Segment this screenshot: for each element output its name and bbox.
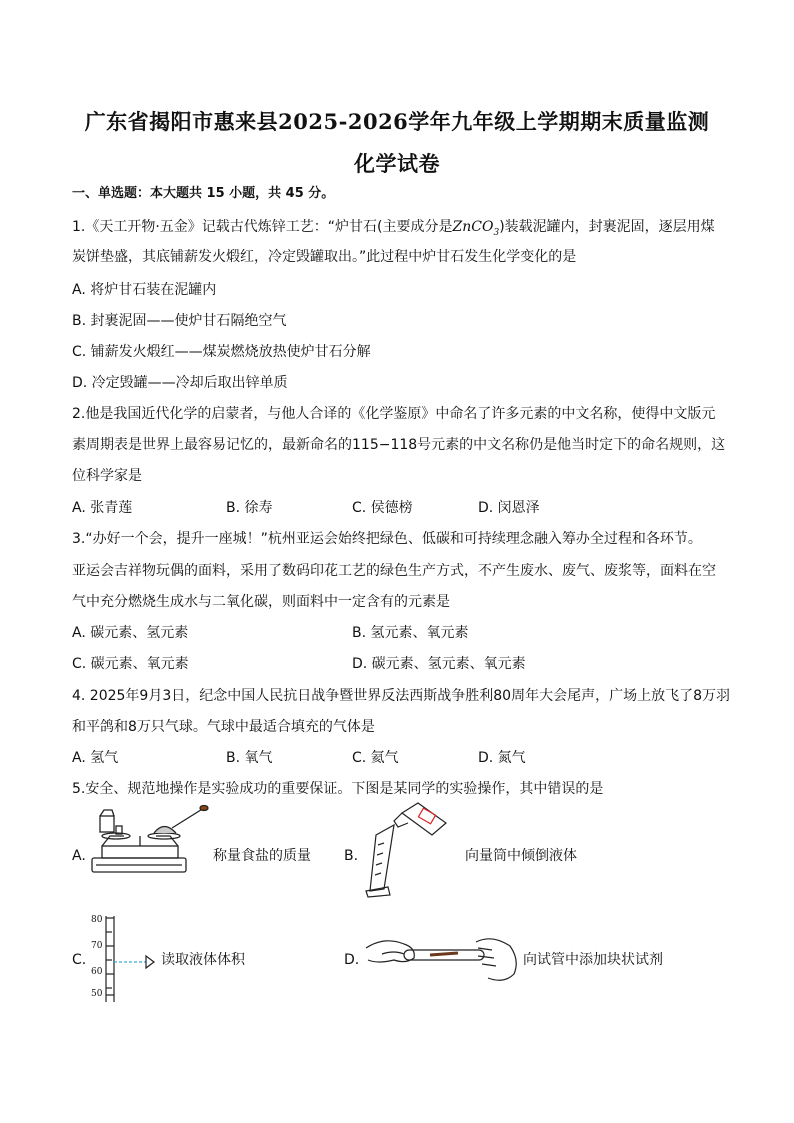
q5-option-d-caption: 向试管中添加块状试剂 [523, 952, 663, 968]
q3-option-a[interactable]: A. 碳元素、氢元素 [72, 625, 189, 641]
q4-option-c[interactable]: C. 氦气 [352, 750, 399, 766]
q5-option-a-caption: 称量食盐的质量 [213, 848, 311, 864]
question-3-stem: 3.“办好一个会，提升一座城！”杭州亚运会始终把绿色、低碳和可持续理念融入筹办全过程和各环节。 [72, 531, 702, 547]
q2-option-c[interactable]: C. 侯德榜 [352, 500, 413, 516]
page-title: 广东省揭阳市惠来县2025-2026学年九年级上学期期末质量监测 [84, 109, 710, 134]
question-3-stem-line3: 气中充分燃烧生成水与二氧化碳，则面料中一定含有的元素是 [72, 594, 450, 610]
q2-option-a[interactable]: A. 张青莲 [72, 500, 133, 516]
q3-option-b[interactable]: B. 氢元素、氧元素 [352, 625, 469, 641]
q4-option-d[interactable]: D. 氮气 [478, 750, 526, 766]
q2-option-b[interactable]: B. 徐寿 [226, 500, 273, 516]
q1-line1-pre: 1.《天工开物·五金》记载古代炼锌工艺：“炉甘石(主要成分是 [72, 219, 453, 235]
cylinder-tick-70: 70 [91, 941, 103, 951]
q5-option-b-letter[interactable]: B. [344, 848, 359, 864]
question-5-stem: 5.安全、规范地操作是实验成功的重要保证。下图是某同学的实验操作，其中错误的是 [72, 781, 604, 797]
page-subtitle: 化学试卷 [354, 151, 440, 176]
graduated-cylinder-pouring-illustration [356, 801, 452, 897]
question-4-stem-line2: 和平鸽和8万只气球。气球中最适合填充的气体是 [72, 719, 375, 735]
balance-scale-illustration [86, 806, 214, 876]
q1-line1-post: )装载泥罐内，封裹泥固，逐层用煤 [499, 219, 715, 235]
q1-option-d[interactable]: D. 冷定毁罐——冷却后取出锌单质 [72, 375, 288, 391]
cylinder-tick-80: 80 [91, 915, 103, 925]
cylinder-tick-50: 50 [91, 989, 103, 999]
test-tube-illustration [364, 930, 520, 986]
q1-option-b[interactable]: B. 封裹泥固——使炉甘石隔绝空气 [72, 313, 287, 329]
q3-option-d[interactable]: D. 碳元素、氢元素、氧元素 [352, 656, 526, 672]
question-2-stem-line3: 位科学家是 [72, 468, 142, 484]
q5-option-d-letter[interactable]: D. [344, 952, 360, 968]
q5-option-c-letter[interactable]: C. [72, 952, 87, 968]
chemical-formula: ZnCO$_3$ [452, 219, 500, 238]
q3-option-c[interactable]: C. 碳元素、氧元素 [72, 656, 189, 672]
q4-option-a[interactable]: A. 氢气 [72, 750, 119, 766]
q5-option-c-caption: 读取液体体积 [161, 952, 245, 968]
question-1-stem [72, 217, 715, 243]
q4-option-b[interactable]: B. 氧气 [226, 750, 273, 766]
q1-option-c[interactable]: C. 铺薪发火煅红——煤炭燃烧放热使炉甘石分解 [72, 344, 371, 360]
question-2-stem-line2: 素周期表是世界上最容易记忆的，最新命名的115−118号元素的中文名称仍是他当时定下的命名规则，这 [72, 437, 726, 453]
q5-option-b-caption: 向量筒中倾倒液体 [465, 848, 577, 864]
question-1-stem-line2: 炭饼垫盛，其底铺薪发火煅红，冷定毁罐取出。”此过程中炉甘石发生化学变化的是 [72, 249, 577, 265]
q5-option-a-letter[interactable]: A. [72, 848, 86, 864]
question-2-stem: 2.他是我国近代化学的启蒙者，与他人合译的《化学鉴原》中命名了许多元素的中文名称，使得中文版元 [72, 406, 716, 422]
section-heading: 一、单选题：本大题共 15 小题，共 45 分。 [72, 186, 335, 201]
question-3-stem-line2: 亚运会吉祥物玩偶的面料，采用了数码印花工艺的绿色生产方式，不产生废水、废气、废浆等，面料在空 [72, 563, 716, 579]
q1-option-a[interactable]: A. 将炉甘石装在泥罐内 [72, 282, 217, 298]
question-4-stem: 4. 2025年9月3日，纪念中国人民抗日战争暨世界反法西斯战争胜利80周年大会尾声，广场上放飞了8万羽 [72, 688, 730, 704]
q2-option-d[interactable]: D. 闵恩泽 [478, 500, 540, 516]
cylinder-tick-60: 60 [91, 967, 103, 977]
